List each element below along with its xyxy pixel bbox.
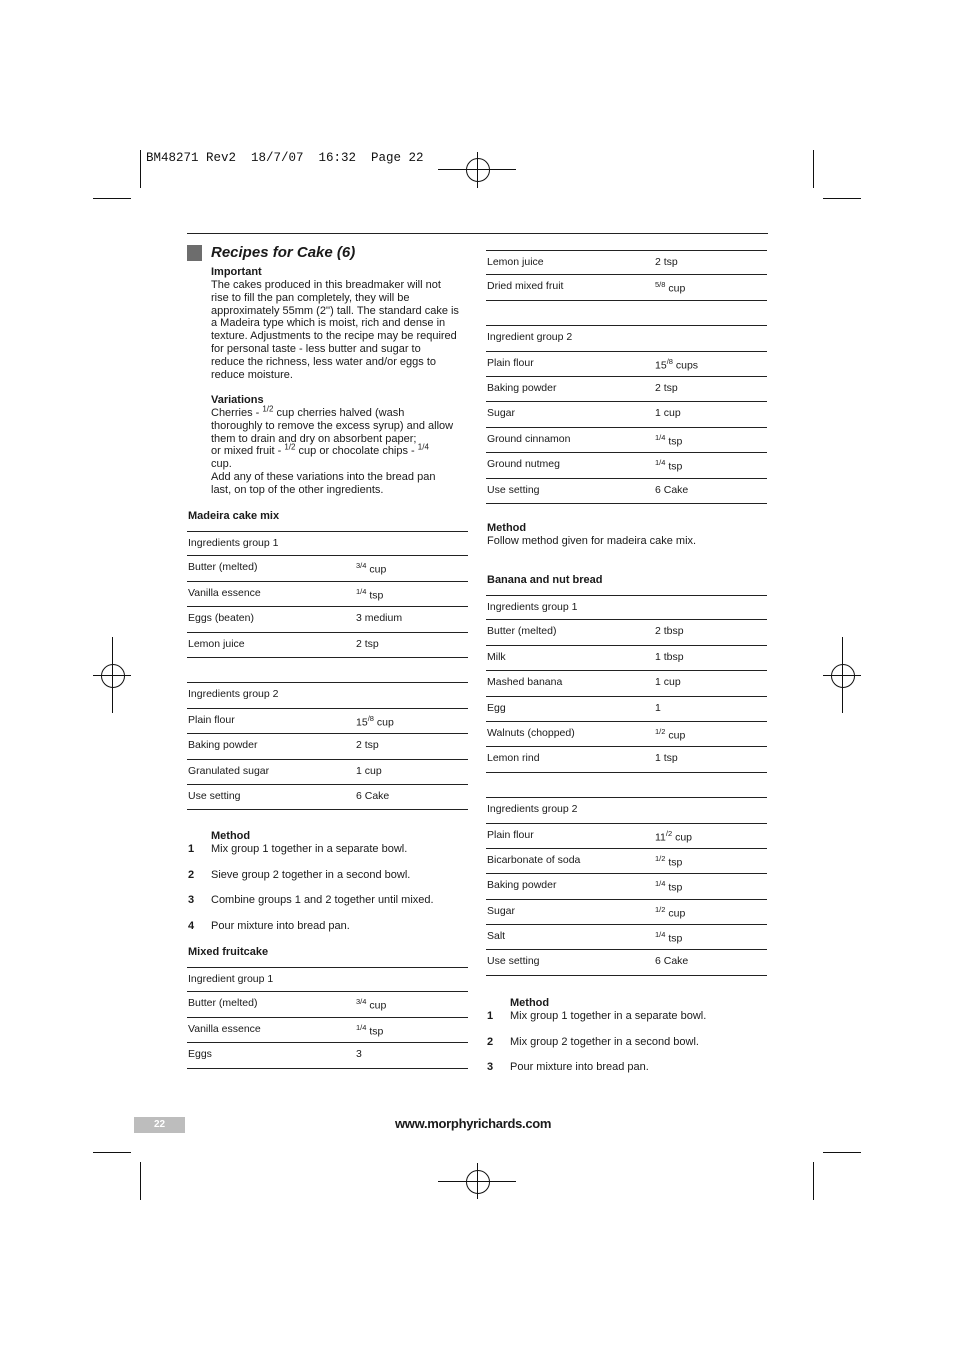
- ingredient-quantity: 6 Cake: [655, 483, 689, 496]
- crop-mark: [813, 150, 814, 188]
- table-row: [187, 992, 468, 1017]
- ingredient-name: Ground cinnamon: [487, 432, 571, 445]
- page-number: 22: [134, 1117, 185, 1133]
- table-row: [486, 453, 767, 478]
- website-link[interactable]: www.morphyrichards.com: [395, 1116, 552, 1131]
- ingredient-name: Plain flour: [487, 356, 534, 369]
- title-marker: [187, 245, 202, 261]
- crop-mark: [140, 150, 141, 188]
- step-number: 1: [188, 843, 195, 855]
- table-row: [486, 595, 767, 620]
- text-line: cup.: [211, 458, 232, 471]
- ingredient-quantity: $^{3/4}$ cup: [356, 561, 387, 576]
- fraction: 5/8: [655, 280, 666, 290]
- ingredient-quantity: 1 tsp: [655, 752, 678, 765]
- table-row: [486, 352, 767, 377]
- ingredient-quantity: $^{1/4}$ tsp: [655, 879, 683, 894]
- ingredient-name: Use setting: [188, 789, 241, 802]
- ingredient-quantity: $^{3/4}$ cup: [356, 997, 387, 1012]
- fraction: 1/2: [262, 404, 274, 414]
- fraction: 1/4: [356, 586, 367, 596]
- ingredient-name: Eggs (beaten): [188, 612, 254, 625]
- ingredient-name: Salt: [487, 930, 506, 943]
- registration-mark-circle: [466, 158, 490, 182]
- important-heading: Important: [211, 266, 262, 278]
- step-text: Mix group 2 together in a second bowl.: [510, 1035, 699, 1048]
- fraction: 1/4: [655, 432, 666, 442]
- ingredient-quantity: $^{1/4}$ tsp: [655, 458, 683, 473]
- banana-ingredients-table: [486, 595, 767, 976]
- text-line: [211, 404, 471, 420]
- ingredient-name: Bicarbonate of soda: [487, 853, 581, 866]
- madeira-ingredients-table: [187, 531, 468, 810]
- ingredient-name: Ingredients group 1: [487, 601, 578, 613]
- ingredient-name: Dried mixed fruit: [487, 280, 564, 293]
- text-line: [211, 442, 471, 458]
- table-row: [187, 734, 468, 759]
- text-line: reduce the richness, less water and/or eggs to: [211, 355, 437, 368]
- ingredient-quantity: $15^{/8}$ cup: [356, 713, 394, 729]
- ingredient-quantity: $^{1/4}$ tsp: [655, 432, 683, 448]
- table-row: [486, 428, 767, 453]
- table-row: [187, 967, 468, 992]
- ingredient-name: Use setting: [487, 483, 540, 496]
- registration-mark-circle: [831, 664, 855, 688]
- fraction: /8: [367, 713, 374, 723]
- fraction: 1/2: [655, 853, 666, 863]
- ingredient-name: Ingredient group 2: [487, 331, 573, 344]
- text-line: approximately 55mm (2'') tall. The standard cake is: [211, 304, 459, 317]
- fraction: 1/4: [655, 930, 666, 940]
- ingredient-name: Vanilla essence: [188, 1022, 261, 1035]
- fraction: 1/4: [417, 442, 429, 452]
- table-row: [187, 760, 468, 785]
- step-text: Combine groups 1 and 2 together until mixed.: [211, 894, 434, 906]
- ingredient-quantity: $^{1/4}$ tsp: [655, 930, 683, 945]
- ingredient-name: Milk: [487, 650, 506, 663]
- crop-mark: [823, 1152, 861, 1153]
- table-row: [486, 925, 767, 950]
- step-text: Pour mixture into bread pan.: [211, 919, 350, 932]
- ingredient-name: Plain flour: [487, 828, 534, 841]
- registration-mark-circle: [101, 664, 125, 688]
- print-slug: BM48271 Rev2 18/7/07 16:32 Page 22: [146, 151, 424, 165]
- ingredient-name: Sugar: [487, 407, 516, 420]
- fruitcake-method-text: Follow method given for madeira cake mix.: [487, 535, 697, 547]
- step-number: 2: [487, 1035, 494, 1048]
- text-line: a Madeira type which is moist, rich and dense in: [211, 317, 446, 330]
- text-line: last, on top of the other ingredients.: [211, 483, 384, 496]
- table-row: [486, 900, 767, 925]
- ingredient-name: Granulated sugar: [188, 764, 270, 777]
- page-title: Recipes for Cake (6): [211, 244, 356, 261]
- ingredient-quantity: 1 cup: [356, 764, 382, 777]
- header-rule: [187, 233, 768, 234]
- table-row: [486, 275, 767, 300]
- text-line: for personal taste - less butter and sugar to: [211, 342, 421, 355]
- step-text: Sieve group 2 together in a second bowl.: [211, 868, 411, 881]
- table-row: [486, 620, 767, 645]
- ingredient-name: Use setting: [487, 955, 540, 968]
- table-row: [187, 607, 468, 632]
- ingredient-name: Sugar: [487, 904, 516, 917]
- table-row: [187, 1043, 468, 1068]
- text-line: Add any of these variations into the bread pan: [211, 470, 436, 483]
- step-number: 3: [487, 1061, 494, 1073]
- crop-mark: [93, 1152, 131, 1153]
- ingredient-quantity: 2 tsp: [655, 256, 678, 268]
- ingredient-quantity: 6 Cake: [655, 955, 689, 968]
- ingredient-quantity: 2 tsp: [655, 381, 678, 394]
- fruitcake-method-heading: Method: [487, 522, 527, 534]
- fraction: 1/4: [356, 1022, 367, 1032]
- text-fragment: Cherries -: [211, 407, 263, 419]
- step-number: 1: [487, 1010, 494, 1022]
- fraction: 1/2: [284, 442, 296, 452]
- step-text: Pour mixture into bread pan.: [510, 1061, 649, 1073]
- crop-mark: [823, 198, 861, 199]
- ingredient-quantity: $11^{/2}$ cup: [655, 828, 693, 844]
- ingredient-name: Plain flour: [188, 713, 235, 726]
- text-fragment: cup or chocolate chips -: [295, 445, 418, 458]
- crop-mark: [813, 1162, 814, 1200]
- ingredient-quantity: 1 cup: [655, 407, 681, 420]
- table-row: [187, 582, 468, 607]
- ingredient-quantity: 2 tsp: [356, 637, 379, 650]
- variations-heading: Variations: [211, 394, 264, 406]
- ingredient-name: Walnuts (chopped): [487, 726, 575, 739]
- fruitcake-heading: Mixed fruitcake: [188, 946, 269, 958]
- table-row: [187, 683, 468, 708]
- table-row: [486, 747, 767, 772]
- ingredient-quantity: $^{1/2}$ tsp: [655, 853, 683, 869]
- step-text: Mix group 1 together in a separate bowl.: [510, 1010, 707, 1022]
- table-row: [486, 798, 767, 823]
- ingredient-quantity: $^{1/4}$ tsp: [356, 1022, 384, 1038]
- ingredient-quantity: 3 medium: [356, 612, 403, 625]
- table-row: [486, 722, 767, 747]
- table-row: [187, 633, 468, 658]
- ingredient-name: Egg: [487, 701, 506, 714]
- ingredient-name: Eggs: [188, 1048, 212, 1061]
- ingredient-name: Vanilla essence: [188, 586, 261, 599]
- ingredient-quantity: $^{5/8}$ cup: [655, 280, 686, 295]
- text-line: rise to fill the pan completely, they will be: [211, 291, 410, 304]
- table-row: [486, 950, 767, 975]
- ingredient-quantity: 1 cup: [655, 676, 681, 689]
- table-row: [486, 824, 767, 849]
- ingredient-quantity: $^{1/2}$ cup: [655, 726, 686, 742]
- madeira-method-heading: Method: [211, 830, 251, 842]
- ingredient-name: Lemon rind: [487, 752, 540, 765]
- crop-mark: [93, 198, 131, 199]
- ingredient-name: Butter (melted): [188, 997, 258, 1010]
- ingredient-quantity: 1 tbsp: [655, 650, 684, 663]
- text-line: reduce moisture.: [211, 368, 293, 381]
- ingredient-quantity: 1: [655, 701, 661, 714]
- table-row: [486, 646, 767, 671]
- step-number: 3: [188, 894, 195, 906]
- text-fragment: or mixed fruit -: [211, 445, 285, 458]
- ingredient-name: Lemon juice: [188, 637, 245, 650]
- fruitcake-ingredients-table-continued: [486, 250, 767, 504]
- banana-heading: Banana and nut bread: [487, 574, 603, 586]
- ingredient-name: Ground nutmeg: [487, 458, 560, 471]
- table-row: [187, 709, 468, 734]
- ingredient-name: Butter (melted): [188, 561, 258, 574]
- fraction: 3/4: [356, 561, 367, 571]
- variations-text: [211, 404, 471, 497]
- text-line: texture. Adjustments to the recipe may be required: [211, 330, 457, 343]
- ingredient-name: Ingredients group 2: [188, 688, 279, 701]
- ingredient-name: Mashed banana: [487, 676, 563, 689]
- text-line: The cakes produced in this breadmaker will not: [211, 279, 441, 291]
- table-row: [486, 697, 767, 722]
- table-row: [187, 1018, 468, 1043]
- step-number: 2: [188, 868, 195, 881]
- banana-method-heading: Method: [510, 997, 550, 1009]
- ingredient-quantity: 2 tbsp: [655, 625, 684, 638]
- table-row: [187, 531, 468, 556]
- table-row: [187, 556, 468, 581]
- table-row: [486, 326, 767, 351]
- table-row: [486, 849, 767, 874]
- fraction: 1/4: [655, 458, 666, 468]
- text-line: them to drain and dry on absorbent paper;: [211, 432, 417, 445]
- step-text: Mix group 1 together in a separate bowl.: [211, 843, 408, 855]
- madeira-heading: Madeira cake mix: [188, 510, 280, 522]
- fraction: 3/4: [356, 997, 367, 1007]
- ingredient-name: Baking powder: [487, 381, 557, 394]
- fraction: 1/4: [655, 879, 666, 889]
- text-line: thoroughly to remove the excess syrup) and allow: [211, 419, 454, 432]
- table-row: [187, 658, 468, 683]
- ingredient-name: Baking powder: [188, 739, 258, 752]
- fraction: 1/2: [655, 904, 666, 914]
- table-row: [486, 301, 767, 326]
- ingredient-quantity: 2 tsp: [356, 739, 379, 752]
- table-row: [486, 479, 767, 504]
- ingredient-name: Ingredient group 1: [188, 973, 274, 985]
- ingredient-quantity: 6 Cake: [356, 789, 390, 802]
- crop-mark: [140, 1162, 141, 1200]
- fraction: /8: [666, 356, 673, 366]
- important-text: [211, 279, 471, 381]
- step-number: 4: [188, 919, 195, 932]
- ingredient-name: Baking powder: [487, 879, 557, 892]
- ingredient-quantity: $15^{/8}$ cups: [655, 356, 699, 372]
- registration-mark-circle: [466, 1170, 490, 1194]
- table-row: [486, 402, 767, 427]
- ingredient-quantity: $^{1/2}$ cup: [655, 904, 686, 920]
- ingredient-name: Ingredients group 1: [188, 537, 279, 549]
- fraction: 1/2: [655, 726, 666, 736]
- ingredient-name: Lemon juice: [487, 256, 544, 268]
- fruitcake-ingredients-table: [187, 967, 468, 1069]
- ingredient-quantity: $^{1/4}$ tsp: [356, 586, 384, 602]
- ingredient-name: Ingredients group 2: [487, 803, 578, 816]
- table-row: [486, 377, 767, 402]
- table-row: [486, 874, 767, 899]
- text-fragment: cup cherries halved (wash: [273, 407, 405, 419]
- table-row: [187, 785, 468, 810]
- table-row: [486, 250, 767, 275]
- ingredient-name: Butter (melted): [487, 625, 557, 638]
- table-row: [486, 773, 767, 798]
- fraction: /2: [665, 828, 673, 838]
- table-row: [486, 671, 767, 696]
- ingredient-quantity: 3: [356, 1048, 362, 1061]
